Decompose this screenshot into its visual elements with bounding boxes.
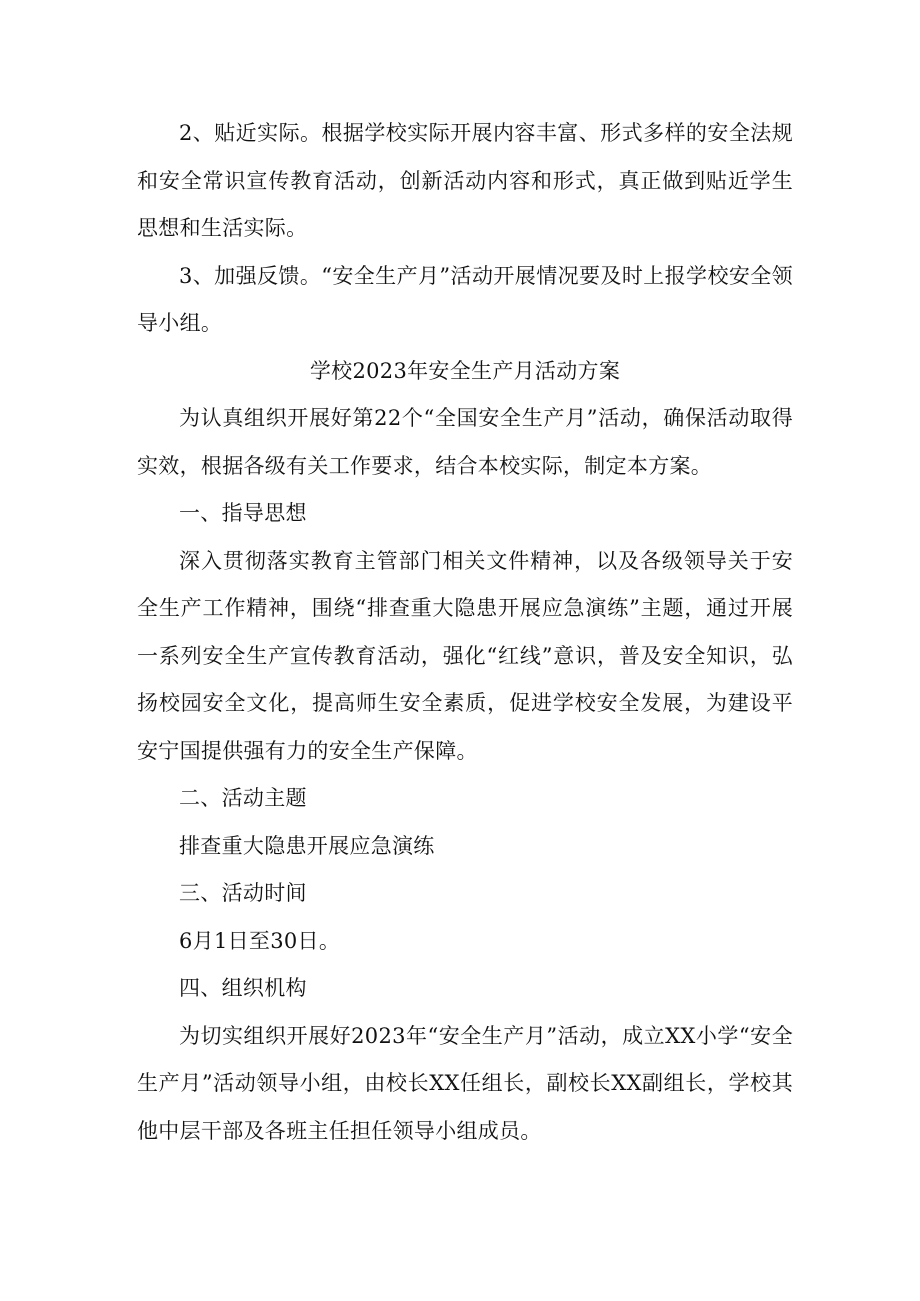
- section-heading-time: 三、活动时间: [179, 881, 307, 905]
- document-body: [137, 110, 793, 1155]
- paragraph-guiding-ideology: 深入贯彻落实教育主管部门相关文件精神，以及各级领导关于安全生产工作精神，围绕“排查重大隐患开展应急演练”主题，通过开展一系列安全生产宣传教育活动，强化“红线”意识，普及安全知识，弘扬校园安全文化，提高师生安全素质，促进学校安全发展，为建设平安宁国提供强有力的安全生产保障。: [137, 548, 793, 763]
- section-heading-guiding-ideology: 一、指导思想: [179, 501, 307, 525]
- paragraph-organization: 为切实组织开展好2023年“安全生产月”活动，成立XX小学“安全生产月”活动领导小组，由校长XX任组长，副校长XX副组长，学校其他中层干部及各班主任担任领导小组成员。: [137, 1023, 793, 1143]
- paragraph-theme: 排查重大隐患开展应急演练: [179, 833, 435, 858]
- document-title: 学校2023年安全生产月活动方案: [309, 358, 621, 383]
- section-heading-organization: 四、组织机构: [179, 976, 307, 1000]
- paragraph-feedback: 3、加强反馈。“安全生产月”活动开展情况要及时上报学校安全领导小组。: [137, 263, 793, 335]
- section-heading-theme: 二、活动主题: [179, 786, 307, 810]
- paragraph-time: 6月1日至30日。: [179, 928, 341, 953]
- paragraph-practical: 2、贴近实际。根据学校实际开展内容丰富、形式多样的安全法规和安全常识宣传教育活动，创新活动内容和形式，真正做到贴近学生思想和生活实际。: [137, 121, 793, 240]
- paragraph-intro: 为认真组织开展好第22个“全国安全生产月”活动，确保活动取得实效，根据各级有关工作要求，结合本校实际，制定本方案。: [137, 406, 793, 478]
